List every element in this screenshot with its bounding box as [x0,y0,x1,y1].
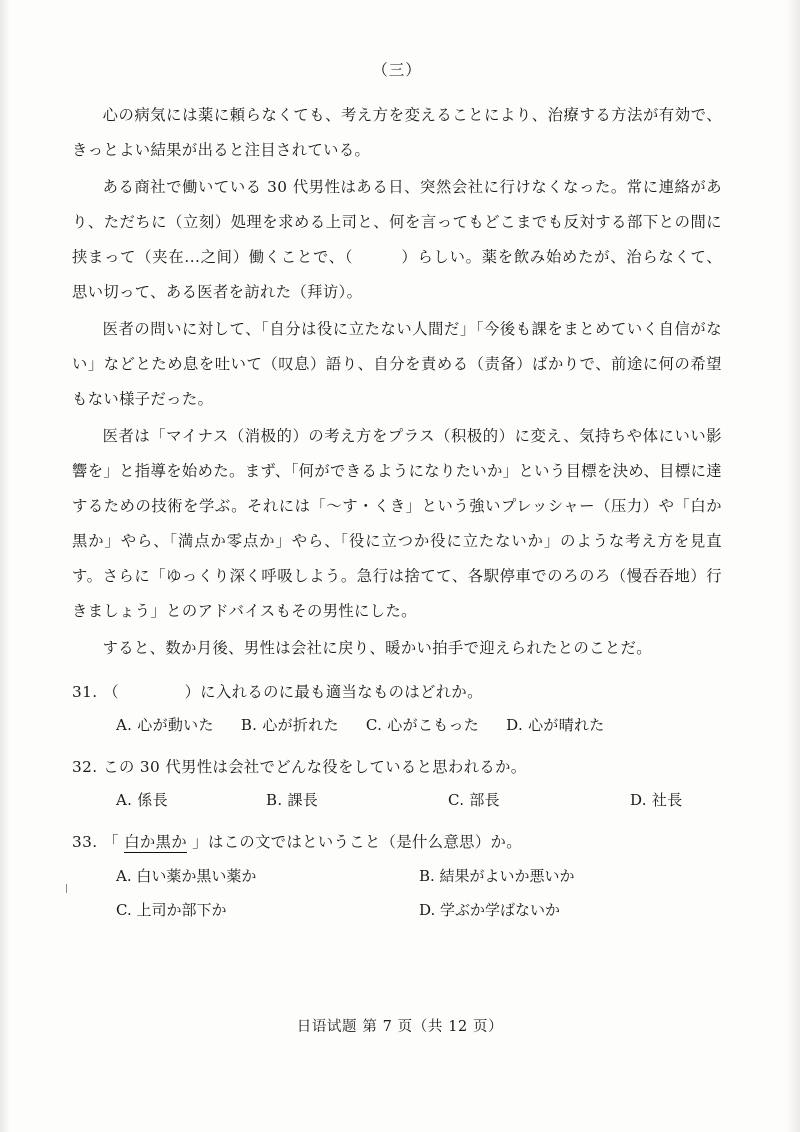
question-33-stem-post: 」はこの文ではということ（是什么意思）か。 [192,833,522,851]
question-33-options-row-1 [116,859,722,893]
question-32-option-c[interactable]: C. 部長 [448,791,500,809]
question-31-stem-suffix: ）に入れるのに最も適当なものはどれか。 [184,683,483,701]
page-left-edge-shadow [0,0,10,1132]
question-31-number: 31. [72,683,98,701]
question-32-option-d[interactable]: D. 社長 [630,791,683,809]
question-32-option-a[interactable]: A. 係長 [116,791,168,809]
reading-paragraph-1: 心の病気には薬に頼らなくても、考え方を変えることにより、治療する方法が有効で、きっとよい結果が出ると注目されている。 [72,106,722,159]
question-32-stem: この 30 代男性は会社でどんな役をしていると思われるか。 [103,758,527,776]
question-31 [72,676,722,709]
question-33-option-d[interactable]: D. 学ぶか学ばないか [419,901,561,919]
question-33-options [72,859,722,927]
page-footer: 日语试题 第 7 页（共 12 页） [296,1019,504,1035]
page-right-edge-shadow [786,0,800,1132]
reading-paragraph-5: すると、数か月後、男性は会社に戻り、暖かい拍手で迎えられたとのことだ。 [102,639,652,657]
question-31-option-d[interactable]: D. 心が晴れた [506,716,605,734]
question-33-number: 33. [72,833,98,851]
reading-paragraph-4: 医者は「マイナス（消极的）の考え方をプラス（积极的）に変え、気持ちや体にいい影響を」と指導を始めた。まず、「何ができるようになりたいか」という目標を決め、目標に達するための技術を学ぶ。それには「～す・くき」という強いプレッシャー（压力）や「白か黒か」やら、「満点か零点か」やら、「役に立つか役に立たないか」のような考え方を見直す。さらに「ゆっくり深く呼吸しよう。急行は捨てて、各駅停車でのろのろ（慢吞吞地）行きましょう」とのアドバイスもその男性にした。 [72,427,722,620]
question-31-options [72,709,722,741]
question-33-option-b[interactable]: B. 結果がよいか悪いか [419,867,575,885]
reading-paragraph-3: 医者の問いに対して、「自分は役に立たない人間だ」「今後も課をまとめていく自信がない」などとため息を吐いて（叹息）語り、自分を責める（责备）ばかりで、前途に何の希望もない様子だった。 [72,320,722,408]
question-33-option-c[interactable]: C. 上司か部下か [116,901,227,919]
question-33-option-a[interactable]: A. 白い薬か黒い薬か [116,867,257,885]
page-content [72,58,722,927]
question-33-stem-pre: 「 [103,833,119,851]
question-31-option-c[interactable]: C. 心がこもった [365,716,480,734]
scan-artifact-tick [66,884,67,893]
question-31-option-a[interactable]: A. 心が動いた [116,716,214,734]
section-heading: （三） [372,61,422,79]
question-33 [72,826,722,859]
question-32-options [72,784,722,816]
reading-paragraph-2: ある商社で働いている 30 代男性はある日、突然会社に行けなくなった。常に連絡があり、ただちに（立刻）処理を求める上司と、何を言ってもどこまでも反対する部下との間に挟まって（夹在...之间）働くことで、（ ）らしい。薬を飲み始めたが、治らなくて、思い切って、ある医者を訪れた（拜访）。 [72,178,722,301]
question-32-number: 32. [72,758,98,776]
question-31-option-b[interactable]: B. 心が折れた [240,716,339,734]
question-33-stem-underlined: 白か黒か [124,833,188,851]
question-32-option-b[interactable]: B. 課長 [266,791,319,809]
question-33-options-row-2 [116,893,722,927]
question-32 [72,751,722,784]
question-31-stem-prefix: （ [103,683,119,701]
